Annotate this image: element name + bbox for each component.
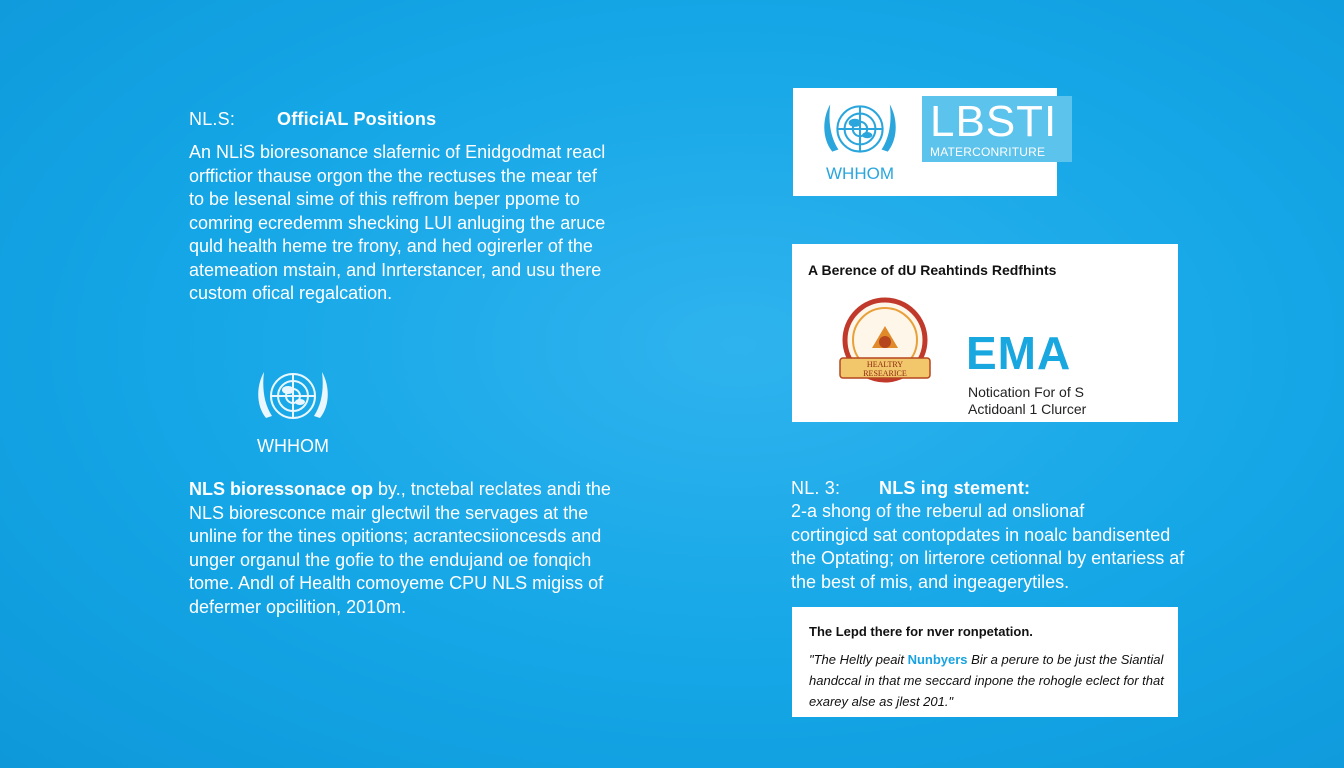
un-emblem-block bbox=[238, 360, 348, 457]
section-heading-nls-statement bbox=[791, 478, 1030, 499]
un-emblem-icon bbox=[815, 92, 905, 168]
paragraph-line: NLS bioresconce mair glectwil the servages at the bbox=[189, 502, 589, 523]
un-emblem-icon bbox=[250, 360, 336, 434]
quote-line: exarey alse as jlest 201." bbox=[809, 694, 954, 709]
paragraph-line bbox=[189, 478, 639, 502]
paragraph-line: defermer opcilition, 2010m. bbox=[189, 596, 407, 617]
emblem-caption: WHHOM bbox=[257, 436, 329, 456]
top-logo-emblem bbox=[808, 92, 912, 184]
paragraph-line: tome. Andl of Health comoyeme CPU NLS migiss of bbox=[189, 573, 604, 593]
paragraph-line: the Optating; on lirterore cetionnal by entariess af bbox=[791, 548, 1185, 568]
quote-card-title: The Lepd there for nver ronpetation. bbox=[809, 624, 1033, 639]
paragraph-line: orffictior thause orgon the the rectuses the mear tef bbox=[189, 165, 597, 186]
top-logo-panel-lower bbox=[922, 162, 1057, 196]
section-title: NLS ing stement: bbox=[879, 478, 1031, 498]
paragraph-line-rest: by., tnctebal reclates andi the bbox=[373, 479, 611, 499]
ema-sub-line: Actidoanl 1 Clurcer bbox=[968, 401, 1087, 417]
lbsti-subtitle: MATERCONRITURE bbox=[930, 145, 1046, 159]
intro-paragraph bbox=[189, 141, 639, 306]
paragraph-line: unger organul the gofie to the endujand oe fonqich bbox=[189, 549, 592, 570]
quote-line: handccal in that me seccard inpone the rohogle eclect for that bbox=[809, 673, 1164, 688]
health-badge-icon bbox=[832, 296, 938, 388]
badge-line-1: HEALTRY bbox=[866, 360, 904, 369]
ema-card bbox=[792, 244, 1178, 422]
paragraph-line: atemeation mstain, and Inrterstancer, and usu there bbox=[189, 259, 602, 280]
paragraph-line: cortingicd sat contopdates in noalc bandisented bbox=[791, 524, 1171, 545]
paragraph-line: custom ofical regalcation. bbox=[189, 283, 393, 303]
bold-prefix: NLS bioressonace op bbox=[189, 479, 374, 499]
paragraph-line: An NLiS bioresonance slafernic of Enidgodmat reacl bbox=[189, 142, 606, 162]
paragraph-line: 2-a shong of the reberul ad onslionaf bbox=[791, 501, 1085, 521]
quote-line: "The Heltly peait Nunbyers Bir a perure to be just the Siantial bbox=[809, 652, 1164, 667]
section-heading-official-positions bbox=[189, 109, 436, 130]
section-title: OfficiAL Positions bbox=[277, 109, 437, 129]
bioresonance-paragraph bbox=[189, 478, 639, 619]
badge-line-2: RESEARICE bbox=[863, 369, 907, 378]
ema-card-title: A Berence of dU Reahtinds Redfhints bbox=[808, 262, 1057, 278]
paragraph-line: to be lesenal sime of this reffrom beper ppome to bbox=[189, 189, 580, 209]
lbsti-title: LBSTI bbox=[930, 97, 1058, 146]
paragraph-line: comring ecredemm shecking LUI anluging the aruce bbox=[189, 212, 606, 233]
ema-brand: EMA bbox=[966, 327, 1072, 379]
ema-sub-line: Notication For of S bbox=[968, 384, 1084, 400]
section-number: NL. 3: bbox=[791, 478, 841, 498]
quote-card bbox=[792, 607, 1178, 717]
paragraph-line: unline for the tines opitions; acrantecsiioncesds and bbox=[189, 526, 602, 546]
paragraph-line: the best of mis, and ingeagerytiles. bbox=[791, 571, 1070, 592]
highlight-link[interactable]: Nunbyers bbox=[907, 652, 968, 667]
paragraph-line: quld health heme tre frony, and hed ogirerler of the bbox=[189, 236, 593, 256]
top-logo-caption: WHHOM bbox=[826, 164, 894, 183]
lbsti-box bbox=[922, 96, 1072, 162]
quote-text bbox=[809, 649, 1171, 712]
nls-statement-paragraph bbox=[791, 500, 1211, 594]
ema-subtitle bbox=[968, 384, 1086, 418]
section-number: NL.S: bbox=[189, 109, 236, 129]
